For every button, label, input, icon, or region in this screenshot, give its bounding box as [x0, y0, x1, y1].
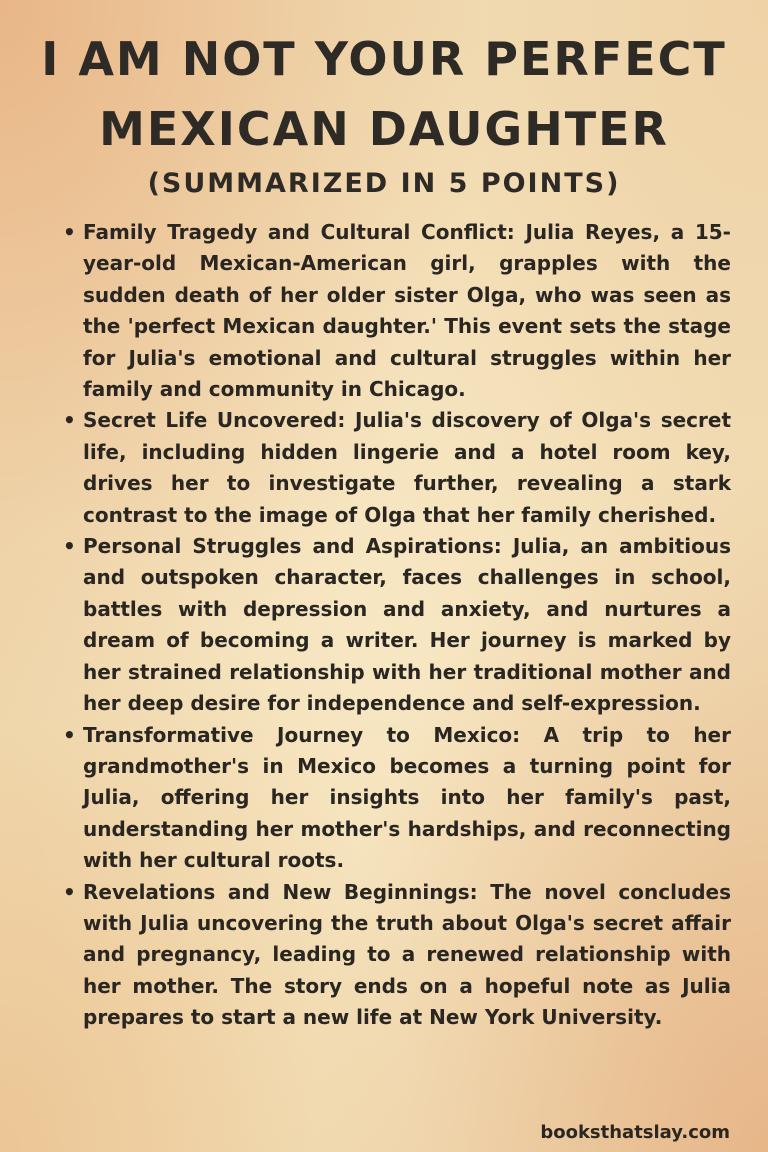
summary-point-text: Secret Life Uncovered: Julia's discovery of Olga's secret life, including hidden lingerie and a hotel room key, drives her to investigate further, revealing a stark contrast to the image of Olga that her family cherished.: [83, 408, 731, 527]
summary-point-2: [63, 405, 731, 531]
summary-point-1: [63, 217, 731, 405]
summary-point-text: Transformative Journey to Mexico: A trip to her grandmother's in Mexico becomes a turning point for Julia, offering her insights into her family's past, understanding her mother's hardships, and reconnecting with her cultural roots.: [83, 722, 731, 873]
website-credit: booksthatslay.com: [540, 1122, 730, 1143]
summary-point-text: Revelations and New Beginnings: The novel concludes with Julia uncovering the truth about Olga's secret affair and pregnancy, leading to a renewed relationship with her mother. The story ends on a hopeful note as Julia prepares to start a new life at New York University.: [83, 879, 731, 1030]
title-line-1: I AM NOT YOUR PERFECT: [41, 32, 727, 86]
bullet-icon: •: [63, 220, 76, 244]
summary-point-5: [63, 877, 731, 1034]
summary-points-list: [63, 217, 731, 1034]
summary-point-text: Personal Struggles and Aspirations: Julia, an ambitious and outspoken character, faces challenges in school, battles with depression and anxiety, and nurtures a dream of becoming a writer. Her journey is marked by her strained relationship with her traditional mother and her deep desire for independence and self-expression.: [83, 534, 731, 716]
title-line-2: MEXICAN DAUGHTER: [99, 102, 669, 156]
bullet-icon: •: [63, 408, 76, 433]
bullet-icon: •: [63, 879, 76, 904]
summary-point-4: [63, 720, 731, 877]
subtitle: (SUMMARIZED IN 5 POINTS): [147, 168, 621, 199]
summary-point-text: Family Tragedy and Cultural Conflict: Julia Reyes, a 15-year-old Mexican-American girl, grapples with the sudden death of her older sister Olga, who was seen as the 'perfect Mexican daughter.' This event sets the stage for Julia's emotional and cultural struggles within her family and community in Chicago.: [83, 220, 731, 402]
bullet-icon: •: [63, 534, 76, 559]
summary-point-3: [63, 531, 731, 719]
bullet-icon: •: [63, 722, 76, 747]
